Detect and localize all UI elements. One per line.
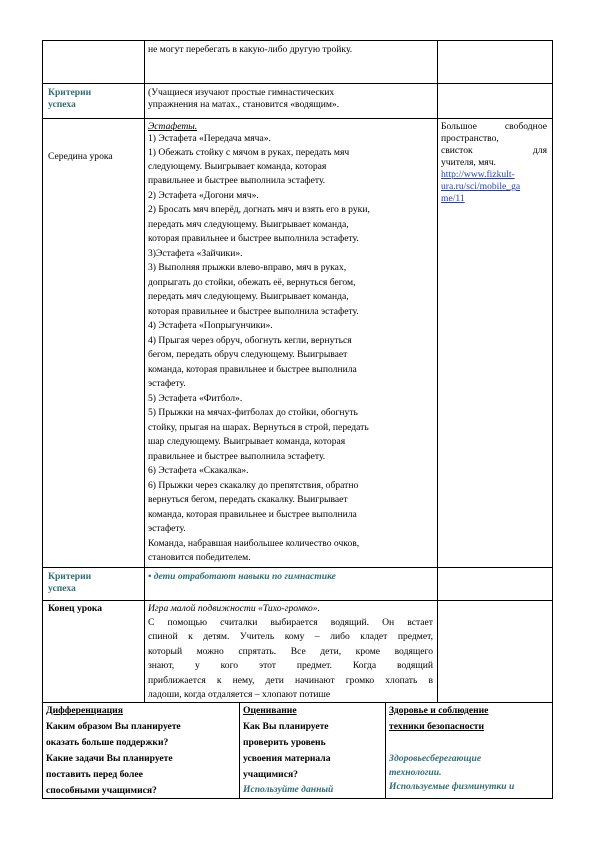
differentiation-line: Каким образом Вы планируете — [46, 721, 181, 732]
relay-line: 5) Эстафета «Фитбол». — [148, 393, 243, 404]
differentiation-line: оказать больше поддержки? — [46, 737, 169, 748]
relay-line: 1) Обежать стойку с мячом в руках, передать мяч — [148, 147, 350, 158]
relay-line: команда, которая правильнее и быстрее выполнила — [148, 509, 357, 520]
relay-line: 6) Прыжки через скакалку до препятствия, обратно — [148, 480, 359, 491]
resources-line: пространство, — [441, 133, 499, 144]
differentiation-heading: Дифференциация — [46, 705, 123, 716]
table-border-top — [42, 40, 553, 41]
health-heading-line1: Здоровье и соблюдение — [389, 705, 489, 716]
row-divider — [42, 567, 553, 568]
relay-line: 5) Прыжки на мячах-фитболах до стойки, обогнуть — [148, 407, 358, 418]
relay-line: правильнее и быстрее выполнила эстафету. — [148, 175, 326, 186]
criteria-text: • дети отработают навыки по гимнастике — [148, 571, 336, 582]
relay-line: которая правильнее и быстрее выполнила эстафету. — [148, 233, 359, 244]
row-divider — [42, 600, 553, 601]
relay-line: 1) Эстафета «Передача мяча». — [148, 133, 271, 144]
resources-line: учителя, мяч. — [441, 157, 496, 168]
relay-line: 2) Эстафета «Догони мяч». — [148, 190, 259, 201]
row-divider — [42, 702, 553, 703]
relay-line: 3)Эстафета «Зайчики». — [148, 248, 243, 259]
criteria-text-line: упражнения на матах., становится «водящим». — [148, 99, 340, 110]
relay-line: 3) Выполняя прыжки влево-вправо, мяч в руках, — [148, 262, 347, 273]
game-line: ладоши, когда отдаляется – хлопают потише — [148, 689, 331, 700]
assessment-extra: Используйте данный — [243, 784, 334, 795]
relay-line: стойку, прыгая на шарах. Вернуться в строй, передать — [148, 422, 369, 433]
resource-link[interactable]: me/11 — [441, 193, 465, 204]
differentiation-line: способными учащимися? — [46, 785, 157, 796]
assessment-line: учащимися? — [243, 769, 298, 780]
game-line: знают, у кого этот предмет. Когда водящий — [148, 660, 433, 671]
health-heading-line2: техники безопасности — [389, 721, 485, 732]
relay-line: передать мяч следующему. Выигрывает команда, — [148, 219, 349, 230]
health-line: Используемые физминутки и — [389, 781, 515, 792]
relay-line: 4) Прыгая через обруч, обогнуть кегли, вернуться — [148, 335, 352, 346]
relay-line: следующему. Выигрывает команда, которая — [148, 161, 327, 172]
row-divider — [42, 118, 553, 119]
game-line: приближается к нему, дети начинают громко хлопать в — [148, 675, 433, 686]
assessment-heading: Оценивание — [243, 705, 297, 716]
relay-line: эстафету. — [148, 378, 186, 389]
differentiation-line: поставить перед более — [46, 769, 143, 780]
criteria-label-line2: успеха — [48, 99, 76, 110]
game-line: С помощью считалки выбирается водящий. Он встает — [148, 617, 433, 628]
relay-line: становится победителем. — [148, 552, 251, 563]
game-line: который можно спрятать. Все дети, кроме водящего — [148, 646, 433, 657]
relay-line: передать мяч следующему. Выигрывает команда, — [148, 291, 349, 302]
criteria-text-line: (Учащиеся изучают простые гимнастических — [148, 87, 335, 98]
health-line: Здоровьесберегающие — [389, 753, 482, 764]
table-border-bottom — [42, 798, 553, 799]
table-border-left — [42, 40, 43, 799]
game-line: спиной к детям. Учитель кому – либо кладет предмет, — [148, 631, 433, 642]
health-line: технологии. — [389, 767, 442, 778]
differentiation-line: Какие задачи Вы планируете — [46, 753, 173, 764]
assessment-line: Как Вы планируете — [243, 721, 329, 732]
row-divider — [42, 83, 553, 84]
resources-line: Большое свободное — [441, 121, 547, 132]
resource-link[interactable]: ura.ru/sci/mobile_ga — [441, 181, 521, 192]
relay-line: команда, которая правильнее и быстрее выполнила — [148, 364, 357, 375]
relay-line: 2) Бросать мяч вперёд, догнать мяч и взять его в руки, — [148, 204, 370, 215]
relay-line: 6) Эстафета «Скакалка». — [148, 465, 249, 476]
assessment-line: проверить уровень — [243, 737, 326, 748]
relay-line: которая правильнее и быстрее выполнила эстафету. — [148, 306, 359, 317]
relay-line: 4) Эстафета «Попрыгунчики». — [148, 320, 273, 331]
intro-text: не могут перебегать в какую-либо другую тройку. — [148, 44, 353, 55]
relay-line: Команда, набравшая наибольшее количество очков, — [148, 538, 360, 549]
relay-line: вернуться бегом, передать скакалку. Выигрывает — [148, 494, 348, 505]
relay-line: эстафету. — [148, 523, 186, 534]
relay-line: допрыгать до стойки, обежать её, вернуться бегом, — [148, 277, 356, 288]
assessment-line: усвоения материала — [243, 753, 331, 764]
relay-line: шар следующему. Выигрывает команда, которая — [148, 436, 346, 447]
game-heading: Игра малой подвижности «Тихо-громко». — [148, 603, 320, 614]
section-label-middle: Середина урока — [48, 151, 113, 162]
col-divider — [437, 40, 438, 702]
col-divider — [385, 702, 386, 799]
resources-line: свисток для — [441, 145, 547, 156]
col-divider — [239, 702, 240, 799]
criteria-label-line1: Критерии — [48, 87, 92, 98]
relay-line: правильнее и быстрее выполнила эстафету. — [148, 451, 326, 462]
criteria-label-line1: Критерии — [48, 571, 92, 582]
resource-link[interactable]: http://www.fizkult- — [441, 169, 515, 180]
relay-line: бегом, передать обруч следующему. Выигрывает — [148, 349, 348, 360]
criteria-label-line2: успеха — [48, 583, 76, 594]
col-divider — [144, 40, 145, 702]
relay-heading: Эстафеты. — [148, 121, 198, 132]
table-border-right — [552, 40, 553, 799]
section-label-end: Конец урока — [48, 603, 103, 614]
